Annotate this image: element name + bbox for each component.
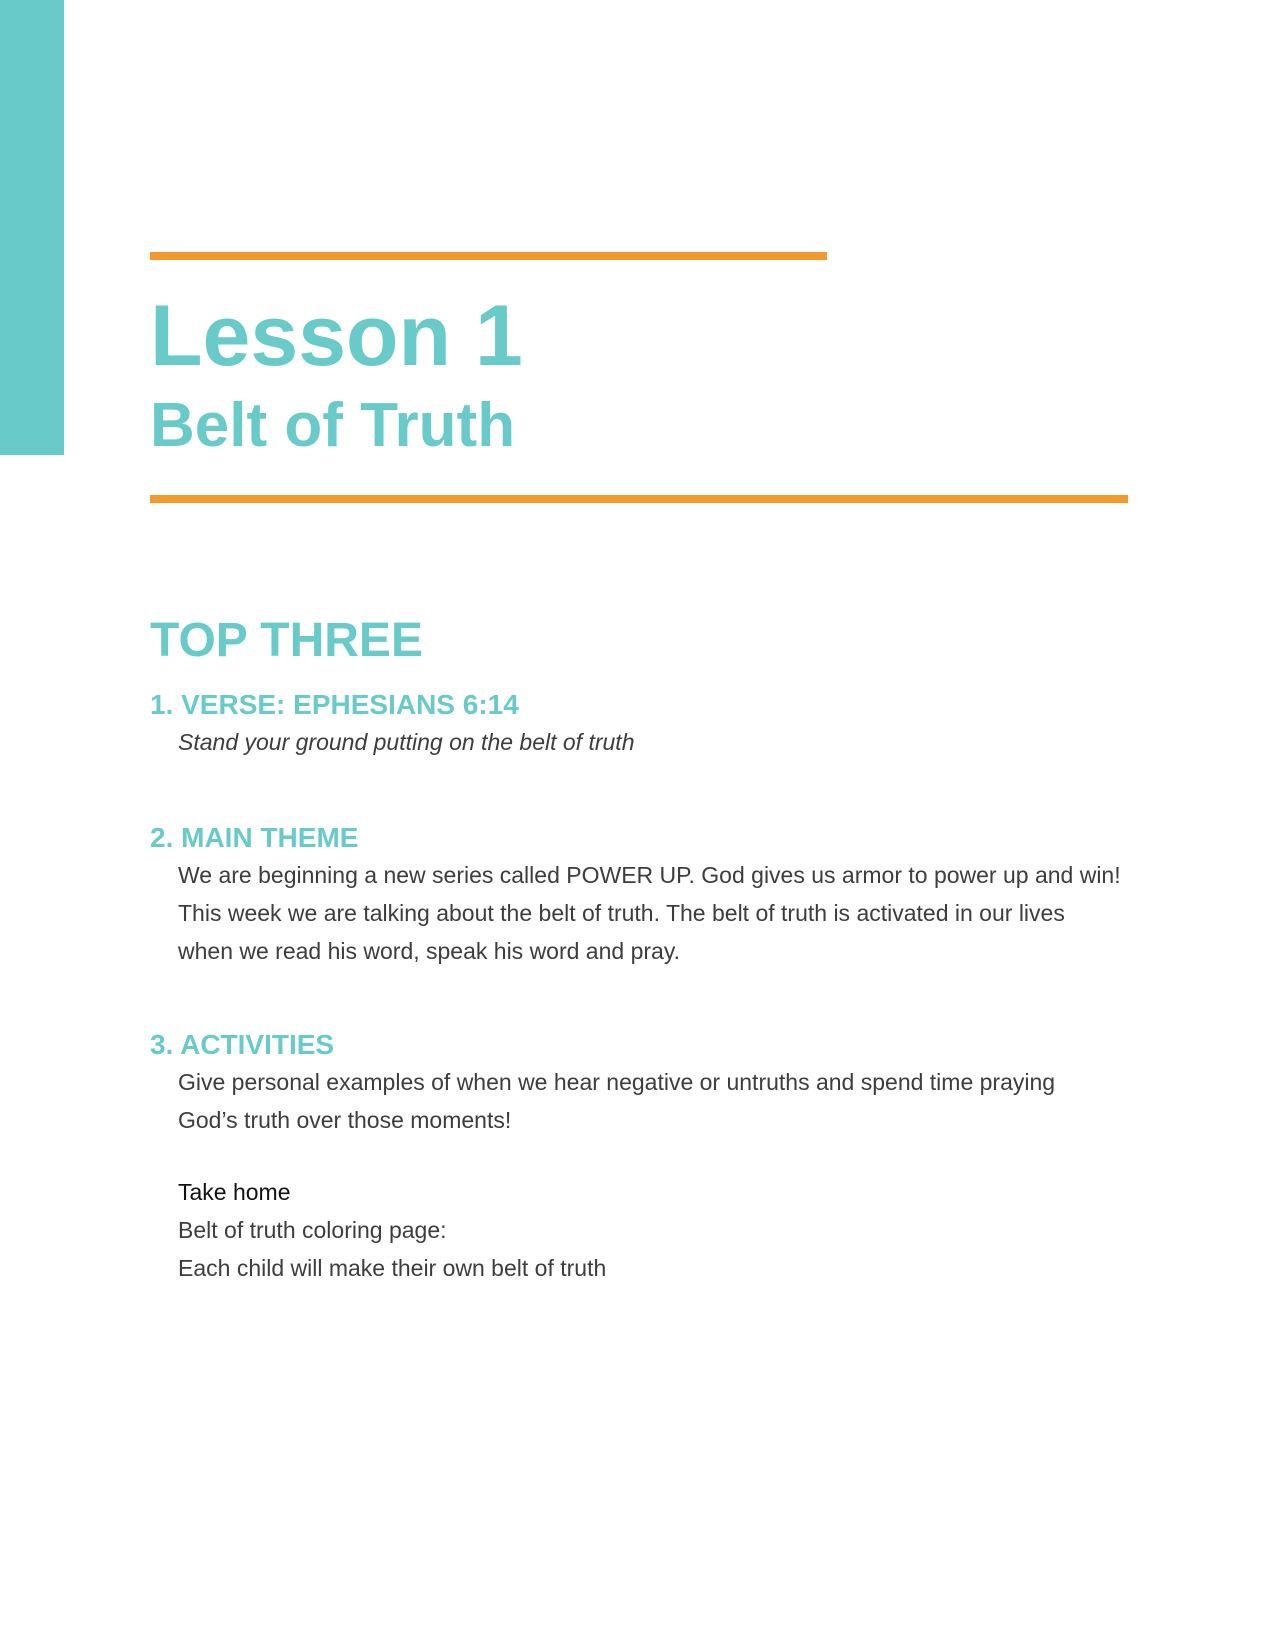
activities-text-block [178,1063,1138,1139]
main-theme-line: We are beginning a new series called POWER UP. God gives us armor to power up and win! [178,862,1121,888]
main-theme-line: This week we are talking about the belt of truth. The belt of truth is activated in our lives [178,900,1065,926]
take-home-label: Take home [178,1179,291,1205]
section-title-top-three: TOP THREE [150,614,423,667]
verse-heading: 1. VERSE: EPHESIANS 6:14 [150,689,519,720]
verse-text-block [178,723,1138,761]
lesson-subtitle: Belt of Truth [150,391,516,460]
verse-text: Stand your ground putting on the belt of truth [178,729,635,755]
lesson-title: Lesson 1 [150,288,523,384]
activities-heading: 3. ACTIVITIES [150,1029,335,1060]
side-accent-bar [0,0,64,455]
take-home-line: Belt of truth coloring page: [178,1217,447,1243]
main-theme-line: when we read his word, speak his word and pray. [178,938,681,964]
title-top-rule [150,252,827,260]
take-home-line: Each child will make their own belt of truth [178,1255,607,1281]
activities-line: God’s truth over those moments! [178,1107,512,1133]
main-theme-heading: 2. MAIN THEME [150,822,359,853]
main-theme-text-block [178,856,1138,970]
title-bottom-rule [150,495,1128,503]
take-home-block [178,1173,1138,1287]
activities-line: Give personal examples of when we hear negative or untruths and spend time praying [178,1069,1056,1095]
